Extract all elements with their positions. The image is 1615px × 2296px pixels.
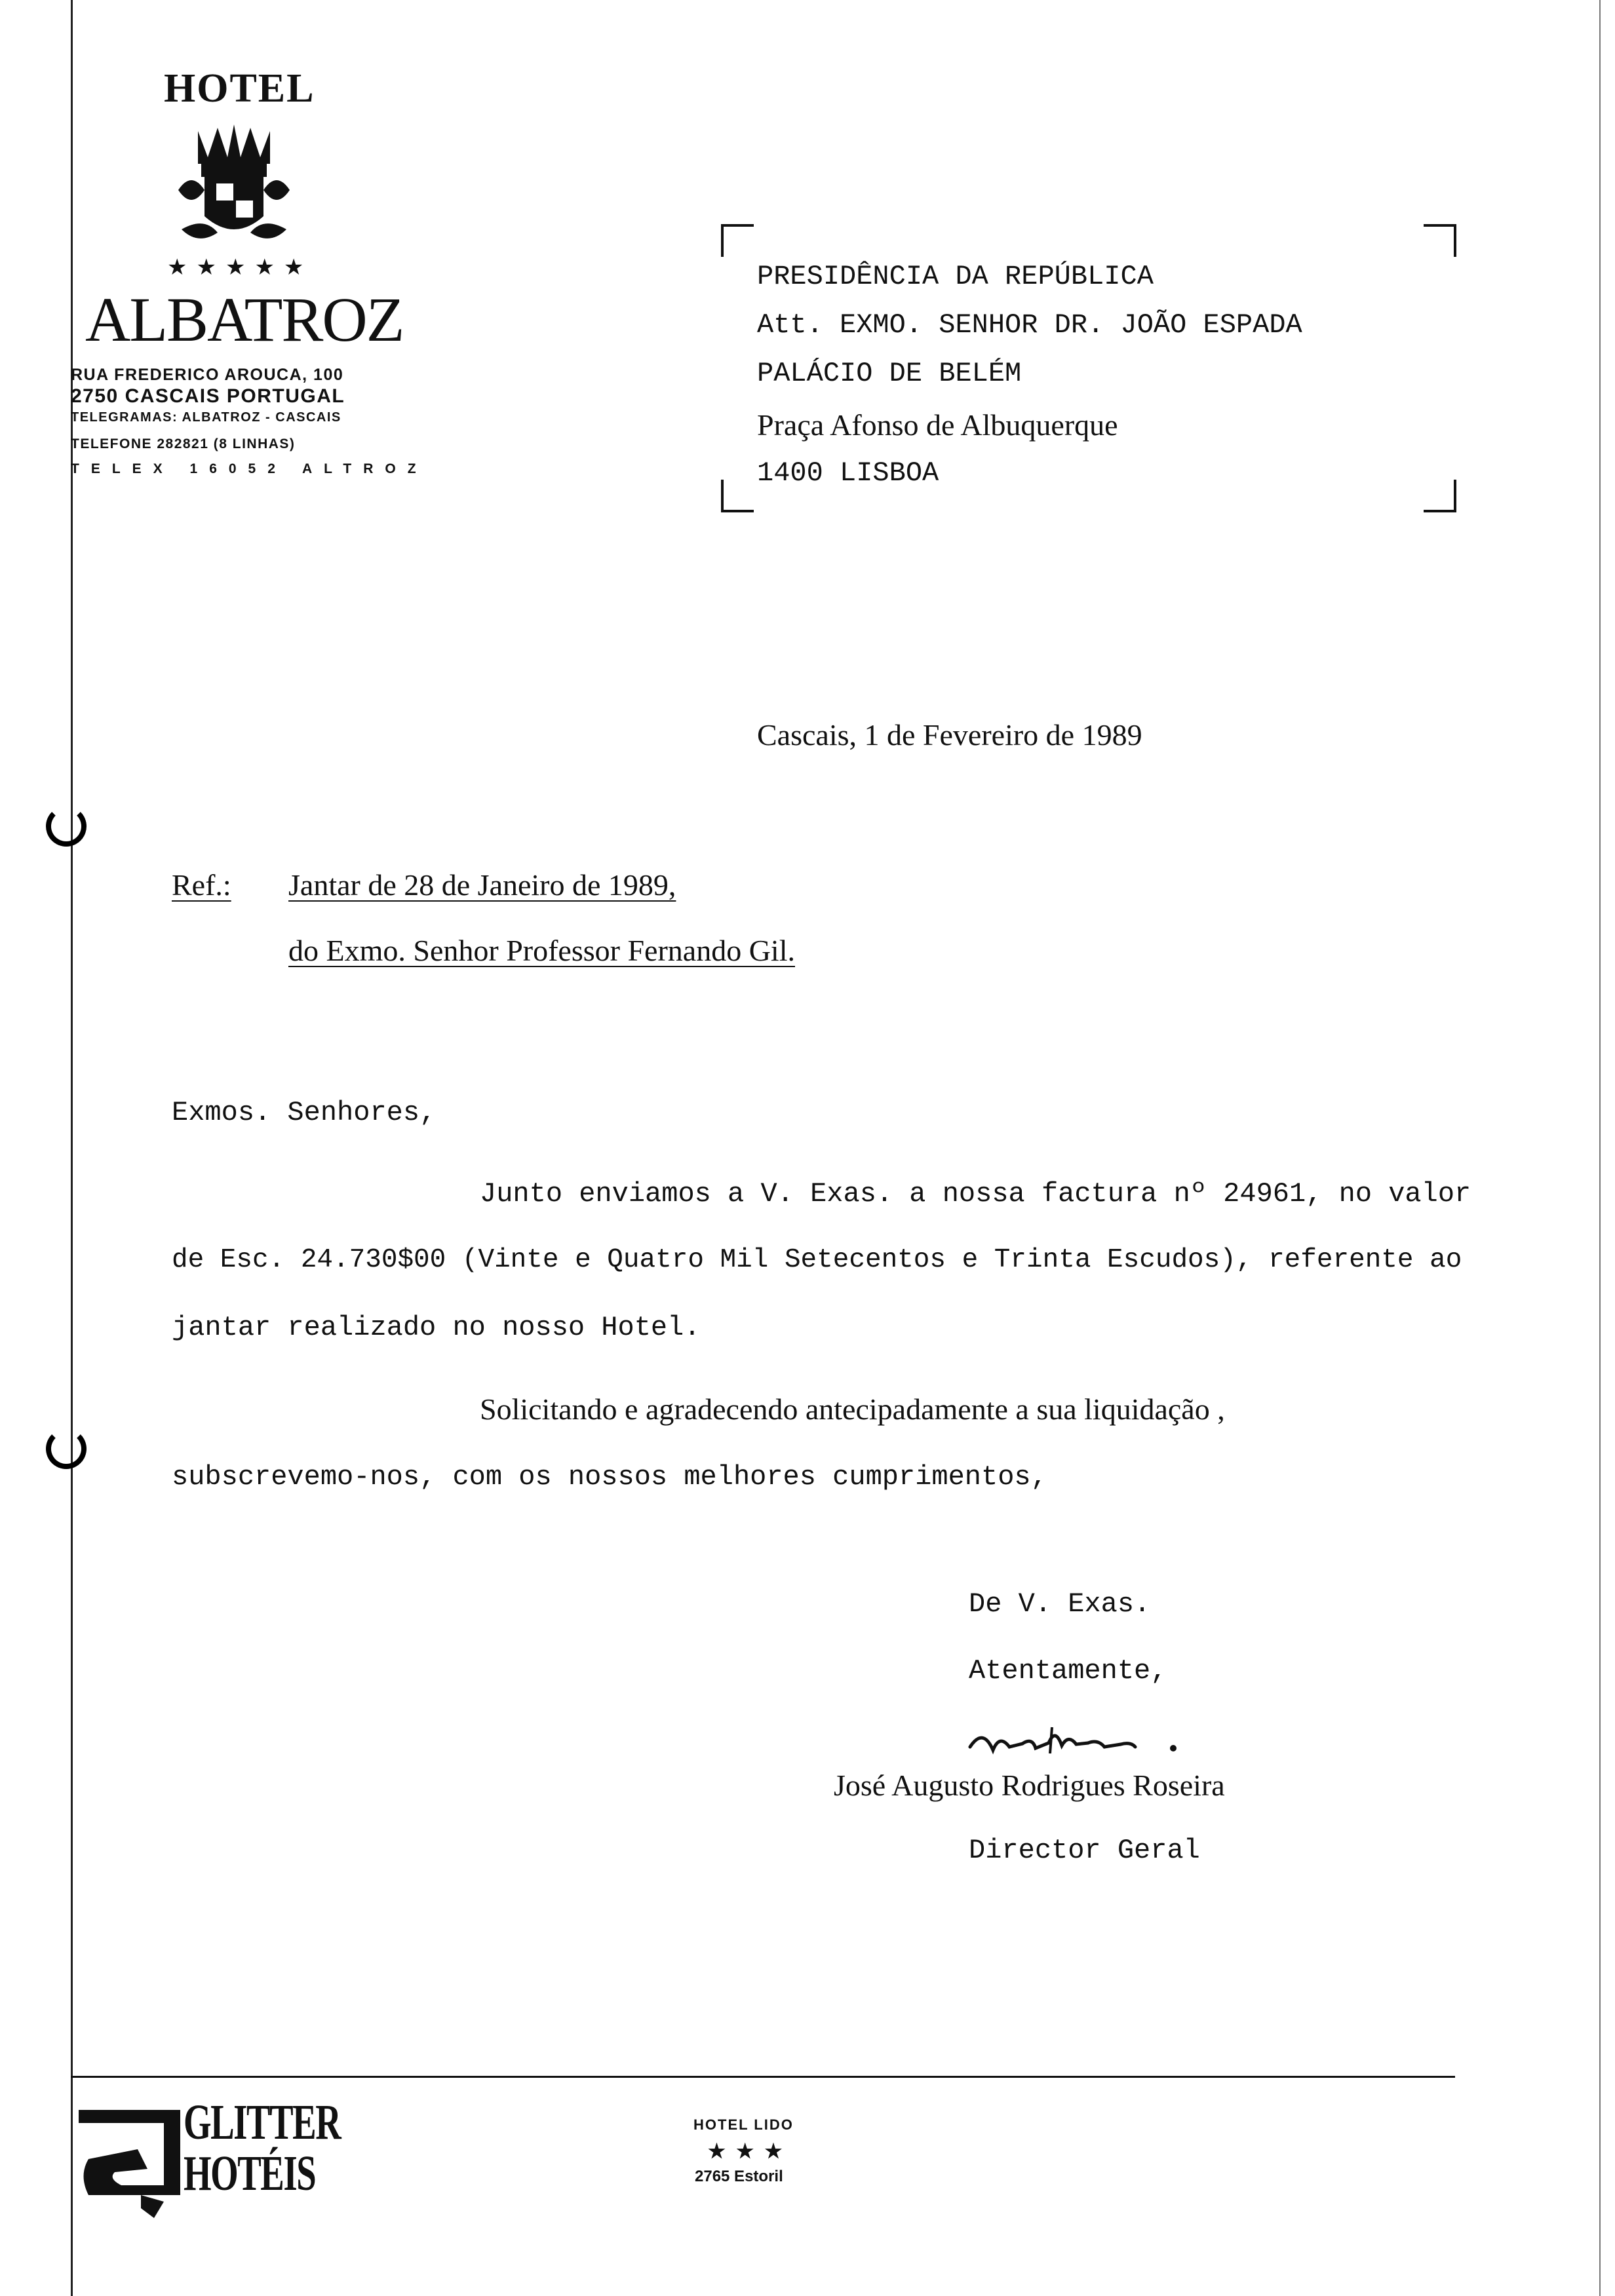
glitter-hoteis-logo-icon: [75, 2097, 184, 2221]
footer-brand-line-2: HOTÉIS: [184, 2146, 316, 2201]
paragraph-1-line-3: jantar realizado no nosso Hotel.: [172, 1312, 701, 1343]
paragraph-1-line-2: de Esc. 24.730$00 (Vinte e Quatro Mil Setecentos e Trinta Escudos), referente ao: [172, 1245, 1462, 1275]
punch-hole-top: [46, 806, 87, 847]
reference-label: Ref.:: [172, 868, 231, 902]
hotel-stars: ★★★★★: [167, 256, 313, 280]
left-margin-rule: [71, 0, 73, 2296]
address-corner-bottom-right: [1424, 480, 1456, 512]
address-street: RUA FREDERICO AROUCA, 100: [71, 366, 344, 384]
signer-name: José Augusto Rodrigues Roseira: [834, 1769, 1225, 1802]
footer-brand-line-1: GLITTER: [184, 2095, 341, 2150]
recipient-line-1: PRESIDÊNCIA DA REPÚBLICA: [757, 261, 1154, 292]
address-corner-top-left: [721, 224, 754, 257]
punch-hole-bottom: [46, 1428, 87, 1469]
paragraph-1-line-1: Junto enviamos a V. Exas. a nossa factura nº 24961, no valor: [480, 1178, 1471, 1210]
address-phone: TELEFONE 282821 (8 LINHAS): [71, 436, 296, 451]
salutation: Exmos. Senhores,: [172, 1097, 437, 1128]
closing-line-2: Atentamente,: [969, 1655, 1167, 1687]
recipient-line-5: 1400 LISBOA: [757, 457, 939, 489]
paragraph-2-line-2: subscrevemo-nos, com os nossos melhores cumprimentos,: [172, 1461, 1047, 1493]
recipient-line-4: Praça Afonso de Albuquerque: [757, 408, 1118, 442]
address-telegrams: TELEGRAMAS: ALBATROZ - CASCAIS: [71, 410, 341, 425]
footer-rule: [71, 2076, 1455, 2078]
hotel-lido-label: HOTEL LIDO: [693, 2116, 794, 2133]
address-city: 2750 CASCAIS PORTUGAL: [71, 385, 345, 407]
hotel-word: HOTEL: [164, 66, 315, 111]
signer-title: Director Geral: [969, 1835, 1200, 1866]
recipient-line-2: Att. EXMO. SENHOR DR. JOÃO ESPADA: [757, 309, 1302, 341]
hotel-name: ALBATROZ: [85, 284, 404, 354]
address-corner-bottom-left: [721, 480, 754, 512]
recipient-line-3: PALÁCIO DE BELÉM: [757, 358, 1022, 389]
address-telex: TELEX 16052 ALTROZ: [71, 461, 428, 476]
right-margin-rule: [1599, 0, 1601, 2296]
address-corner-top-right: [1424, 224, 1456, 257]
paragraph-2-line-1: Solicitando e agradecendo antecipadamente a sua liquidação ,: [480, 1392, 1225, 1426]
reference-line-1: Jantar de 28 de Janeiro de 1989,: [288, 868, 676, 902]
hotel-lido-address: 2765 Estoril: [695, 2168, 783, 2185]
handwritten-signature: [963, 1714, 1186, 1767]
crest-logo-icon: [172, 118, 296, 249]
closing-line-1: De V. Exas.: [969, 1588, 1151, 1620]
reference-line-2: do Exmo. Senhor Professor Fernando Gil.: [288, 934, 795, 967]
hotel-lido-stars: ★ ★ ★: [708, 2141, 785, 2162]
date-line: Cascais, 1 de Fevereiro de 1989: [757, 718, 1142, 752]
